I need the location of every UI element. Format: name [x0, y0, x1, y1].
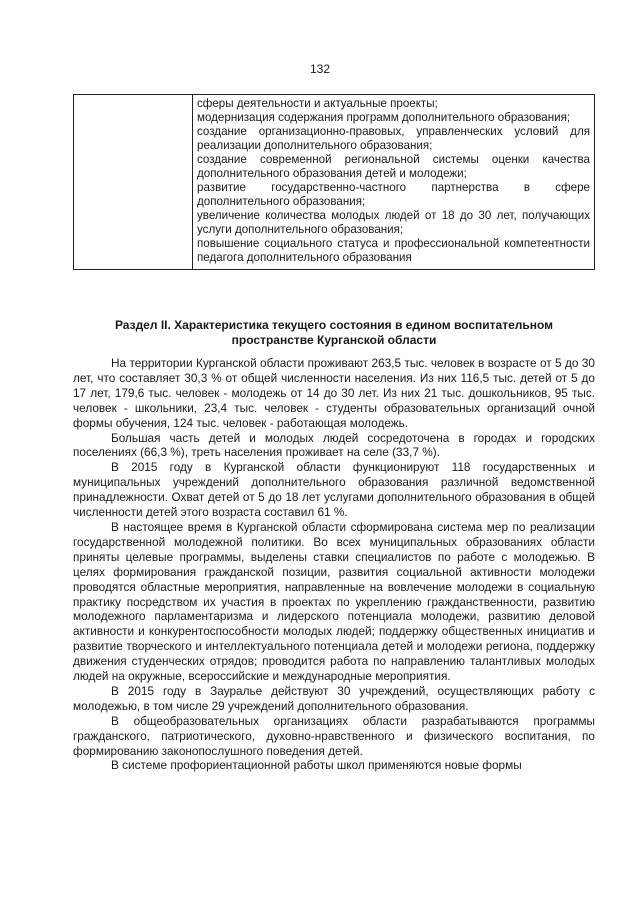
- section-heading: [73, 318, 595, 348]
- table-right-cell: [193, 95, 595, 270]
- paragraph: В общеобразовательных организациях области разрабатываются программы гражданского, патриотического, духовно-нравственного и физического воспитания, по формированию законопослушного поведения детей.: [73, 713, 595, 758]
- paragraph: В системе профориентационной работы школ применяются новые формы: [111, 758, 522, 773]
- paragraph: В 2015 году в Курганской области функционируют 118 государственных и муниципальных учреждений дополнительного образования различной ведомственной принадлежности. Охват детей от 5 до 18 лет услугами дополнительного образования в общей численности детей этого возраста составил 61 %.: [73, 460, 595, 520]
- goal-item: развитие государственно-частного партнерства в сфере дополнительного образования;: [197, 181, 590, 208]
- goal-item: увеличение количества молодых людей от 18 до 30 лет, получающих услуги дополнительного образования;: [197, 209, 590, 236]
- paragraph: Большая часть детей и молодых людей сосредоточена в городах и городских поселениях (66,3 %), треть населения проживает на селе (33,7 %).: [73, 430, 595, 460]
- section-heading-line: пространстве Курганской области: [231, 333, 437, 347]
- goals-table: [73, 94, 595, 270]
- goal-item: создание организационно-правовых, управленческих условий для реализации дополнительного образования;: [197, 125, 590, 152]
- paragraph: В настоящее время в Курганской области сформирована система мер по реализации государственной молодежной политики. Во всех муниципальных образованиях области приняты целевые программы, выделены ставки специалистов по работе с молодежью. В целях формирования гражданской позиции, развития социальной активности молодежи проводятся областные мероприятия, направленные на вовлечение молодежи в социальную практику посредством их участия в проектах по укреплению гражданственности, развитию молодежного парламентаризма и лидерского потенциала молодежи, развитию деловой активности и конкурентоспособности молодых людей; поддержку общественных инициатив и развитие творческого и интеллектуального потенциала детей и молодежи региона, поддержку движения студенческих отрядов; проводится работа по направлению талантливых молодых людей на окружные, всероссийские и международные мероприятия.: [73, 519, 595, 684]
- section-heading-line: Раздел II. Характеристика текущего состояния в едином воспитательном: [114, 318, 554, 332]
- table-left-cell: [74, 95, 193, 270]
- body-text: [73, 356, 595, 773]
- goal-item: модернизация содержания программ дополнительного образования;: [197, 111, 571, 124]
- page-number: 132: [309, 62, 331, 76]
- paragraph: На территории Курганской области проживают 263,5 тыс. человек в возрасте от 5 до 30 лет, что составляет 30,3 % от общей численности населения. Из них 116,5 тыс. детей от 5 до 17 лет, 179,6 тыс. человек - молодежь от 14 до 30 лет. Из них 21 тыс. дошкольников, 95 тыс. человек - школьники, 23,4 тыс. человек - студенты образовательных организаций очной формы обучения, 124 тыс. человек - работающая молодежь.: [73, 356, 595, 430]
- goal-item: повышение социального статуса и профессиональной компетентности педагога дополнительного образования: [197, 237, 590, 264]
- goal-item: создание современной региональной системы оценки качества дополнительного образования детей и молодежи;: [197, 153, 590, 180]
- paragraph: В 2015 году в Зауралье действуют 30 учреждений, осуществляющих работу с молодежью, в том числе 29 учреждений дополнительного образования.: [73, 683, 595, 713]
- table-row: [74, 95, 595, 270]
- goal-item: сферы деятельности и актуальные проекты;: [197, 97, 438, 110]
